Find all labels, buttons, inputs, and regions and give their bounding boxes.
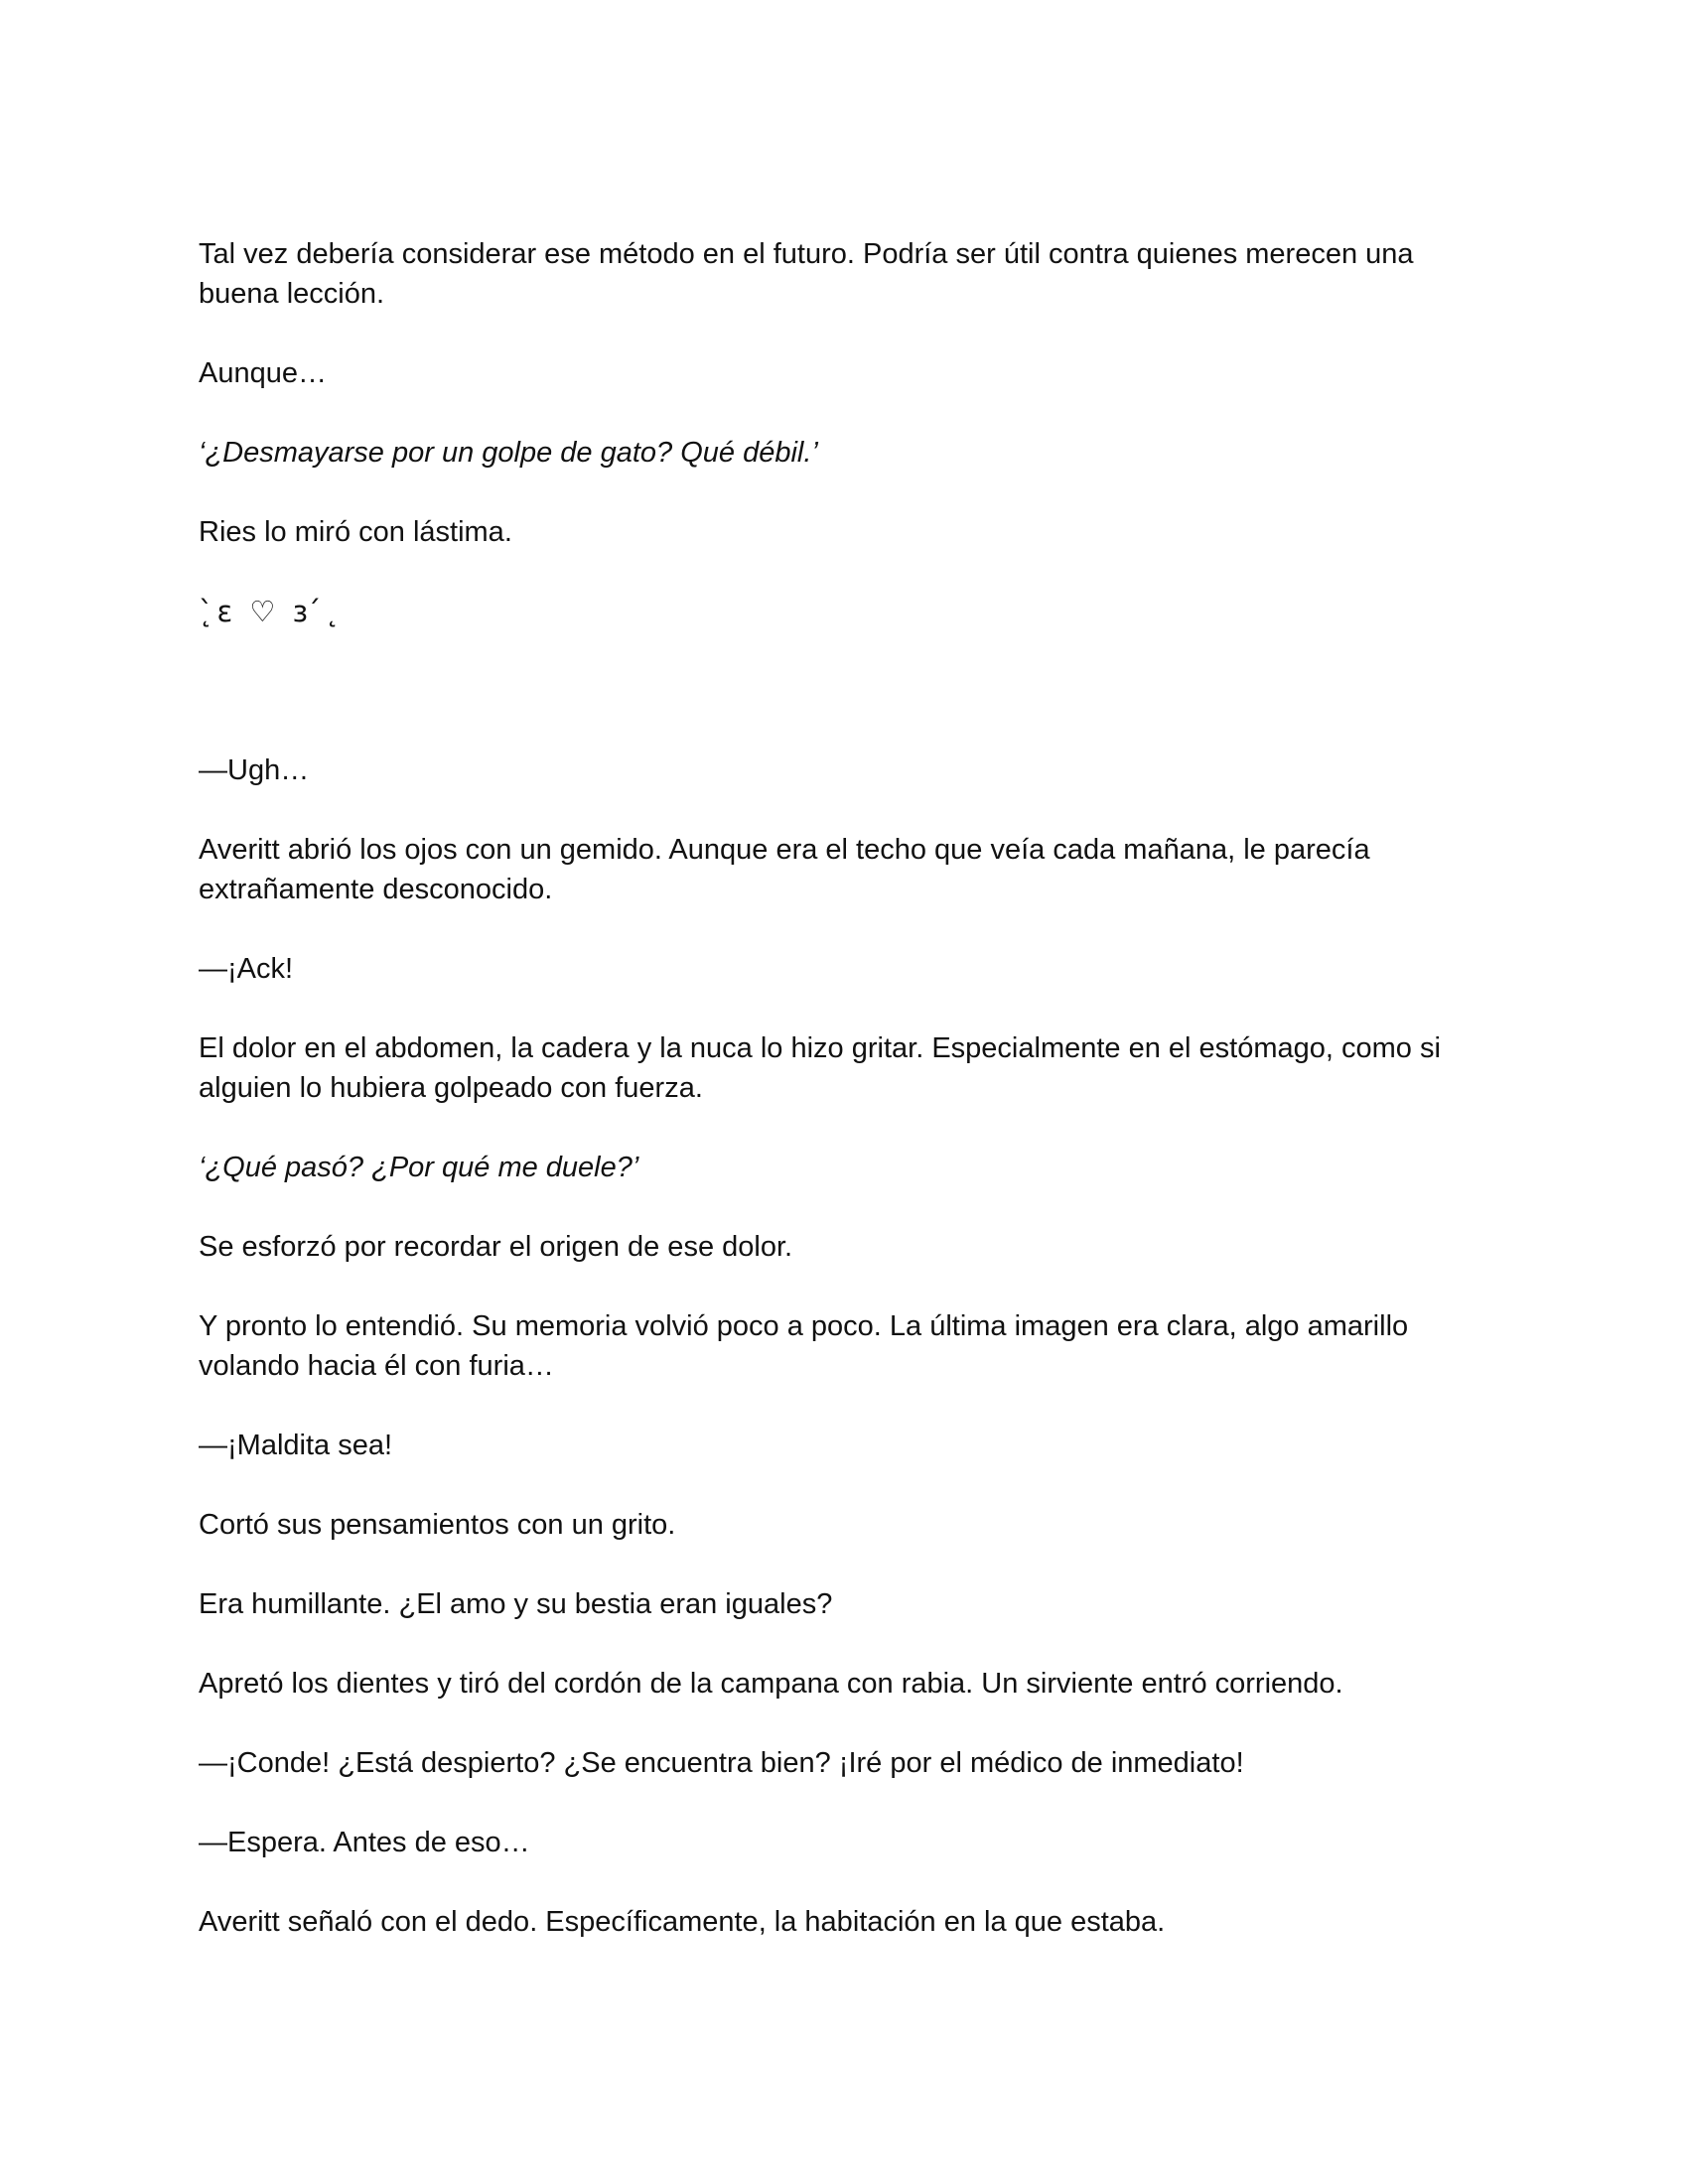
- paragraph: El dolor en el abdomen, la cadera y la nuca lo hizo gritar. Especialmente en el estómago, como si alguien lo hubiera golpeado con fuerza.: [199, 1032, 1441, 1104]
- paragraph: Cortó sus pensamientos con un grito.: [199, 1509, 676, 1541]
- paragraph: Averitt señaló con el dedo. Específicamente, la habitación en la que estaba.: [199, 1906, 1166, 1938]
- dialogue-line: —Espera. Antes de eso…: [199, 1827, 530, 1858]
- thought-line: ‘¿Desmayarse por un golpe de gato? Qué débil.’: [199, 437, 818, 469]
- dialogue-line: —¡Ack!: [199, 953, 294, 985]
- dialogue-line: —¡Maldita sea!: [199, 1430, 393, 1461]
- paragraph: Y pronto lo entendió. Su memoria volvió poco a poco. La última imagen era clara, algo amarillo volando hacia él con furia…: [199, 1310, 1409, 1382]
- paragraph: Aunque…: [199, 357, 327, 389]
- paragraph: Ries lo miró con lástima.: [199, 516, 512, 548]
- paragraph: Era humillante. ¿El amo y su bestia eran iguales?: [199, 1588, 833, 1620]
- dialogue-line: —Ugh…: [199, 754, 310, 786]
- document-body: [199, 234, 1489, 1981]
- paragraph: Averitt abrió los ojos con un gemido. Aunque era el techo que veía cada mañana, le parecía extrañamente desconocido.: [199, 834, 1370, 905]
- paragraph: Tal vez debería considerar ese método en el futuro. Podría ser útil contra quienes merecen una buena lección.: [199, 238, 1414, 310]
- dialogue-line: —¡Conde! ¿Está despierto? ¿Se encuentra bien? ¡Iré por el médico de inmediato!: [199, 1747, 1244, 1779]
- scene-divider: ˛̀ɛ ♡ ɜ ́˛: [199, 595, 344, 628]
- thought-line: ‘¿Qué pasó? ¿Por qué me duele?’: [199, 1152, 639, 1183]
- paragraph: Se esforzó por recordar el origen de ese dolor.: [199, 1231, 793, 1263]
- paragraph: Apretó los dientes y tiró del cordón de la campana con rabia. Un sirviente entró corriendo.: [199, 1668, 1343, 1700]
